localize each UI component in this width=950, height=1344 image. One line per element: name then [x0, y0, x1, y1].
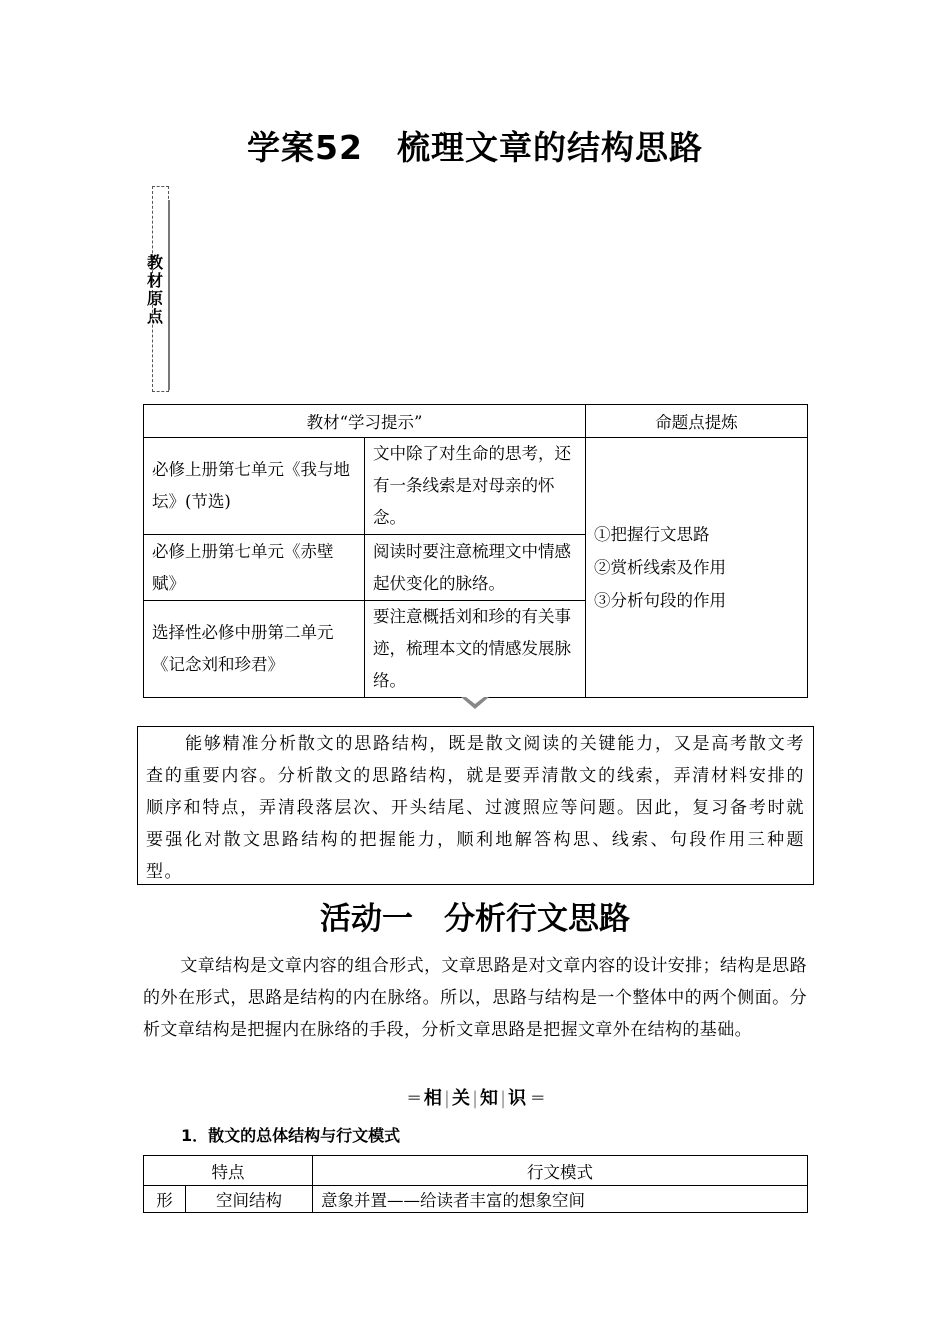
side-label-char: 原: [146, 289, 163, 308]
heading-decoration: ═: [408, 1088, 418, 1109]
table-header-hints: 教材“学习提示”: [144, 405, 586, 438]
table-cell-points: [586, 438, 808, 698]
table-cell-hint: 要注意概括刘和珍的有关事迹，梳理本文的情感发展脉络。: [365, 601, 586, 698]
table-cell-hint: 阅读时要注意梳理文中情感起伏变化的脉络。: [365, 535, 586, 601]
point-item: ③分析句段的作用: [594, 591, 726, 610]
side-label-char: 材: [146, 271, 163, 290]
activity-title: 活动一 分析行文思路: [320, 901, 630, 937]
page-title: 学案52 梳理文章的结构思路: [247, 128, 703, 167]
table-cell-source: 必修上册第七单元《我与地坛》(节选): [144, 438, 365, 535]
textbook-table: [143, 404, 808, 698]
table-cell-source: 必修上册第七单元《赤壁赋》: [144, 535, 365, 601]
body-paragraph: 文章结构是文章内容的组合形式，文章思路是对文章内容的设计安排；结构是思路的外在形式，思路是结构的内在脉络。所以，思路与结构是一个整体中的两个侧面。分析文章结构是把握内在脉络的手段，分析文章思路是把握文章外在结构的基础。: [143, 956, 807, 1040]
table-header-points: 命题点提炼: [586, 405, 808, 438]
table-header-feature: 特点: [144, 1156, 313, 1186]
item-heading: 1．散文的总体结构与行文模式: [181, 1126, 401, 1145]
table-cell-type: 空间结构: [186, 1186, 313, 1213]
point-item: ①把握行文思路: [594, 525, 710, 544]
structure-table: [143, 1155, 808, 1213]
heading-decoration: ═: [532, 1088, 542, 1109]
side-label-char: 点: [146, 307, 163, 326]
side-label-char: 教: [146, 253, 163, 272]
intro-box: 能够精准分析散文的思路结构，既是散文阅读的关键能力，又是高考散文考查的重要内容。分析散文的思路结构，就是要弄清散文的线索，弄清材料安排的顺序和特点，弄清段落层次、开头结尾、过渡照应等问题。因此，复习备考时就要强化对散文思路结构的把握能力，顺利地解答构思、线索、句段作用三种题型。: [137, 726, 814, 885]
section-heading: ═ 相 | 关 | 知 | 识 ═: [408, 1088, 542, 1109]
table-cell-source: 选择性必修中册第二单元《记念刘和珍君》: [144, 601, 365, 698]
heading-char: 相: [423, 1088, 442, 1109]
side-label: [140, 254, 170, 326]
heading-char: 识: [508, 1088, 527, 1109]
heading-char: 知: [480, 1088, 499, 1109]
table-cell-hint: 文中除了对生命的思考，还有一条线索是对母亲的怀念。: [365, 438, 586, 535]
table-header-mode: 行文模式: [313, 1156, 808, 1186]
point-item: ②赏析线索及作用: [594, 558, 726, 577]
table-cell-description: 意象并置——给读者丰富的想象空间: [313, 1186, 808, 1213]
chevron-down-icon-inner: [466, 697, 484, 704]
table-cell-category: 形: [144, 1186, 186, 1213]
heading-char: 关: [451, 1088, 470, 1109]
